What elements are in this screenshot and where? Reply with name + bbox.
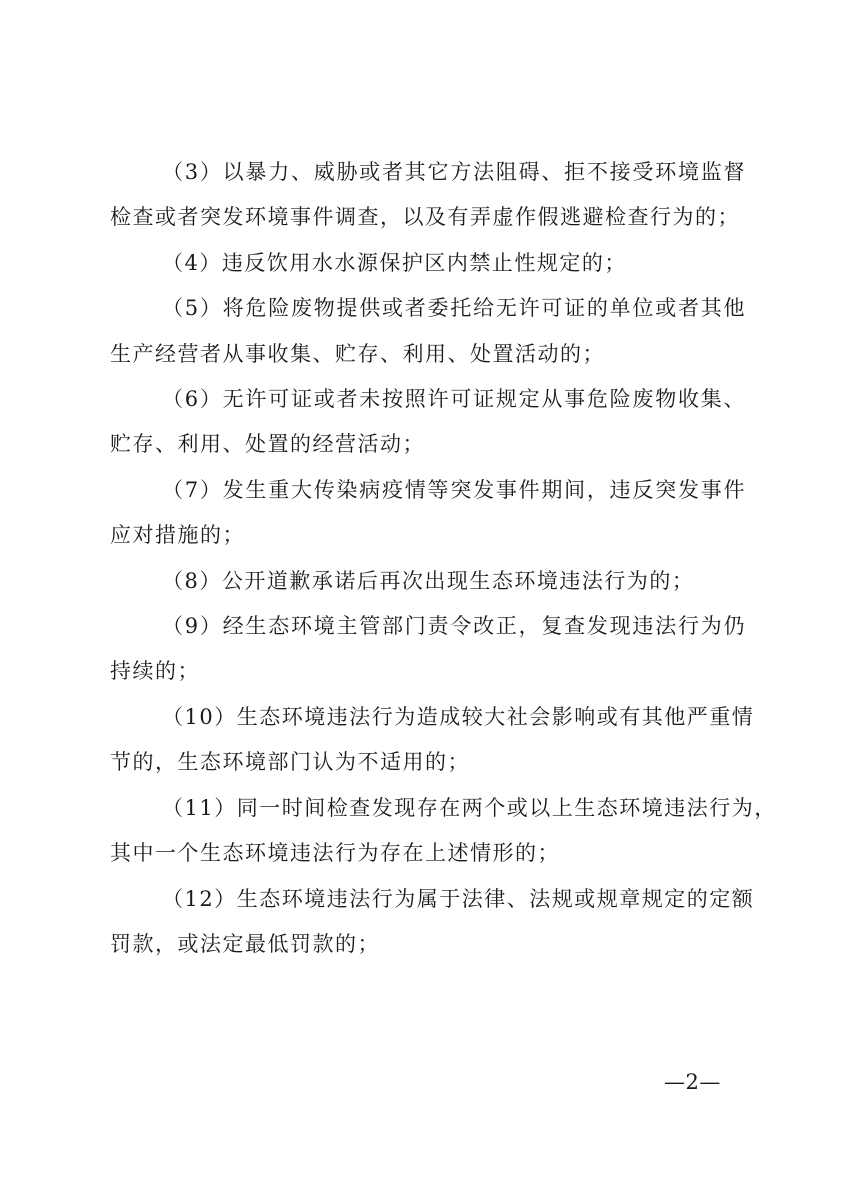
- paragraph-line: 其中一个生态环境违法行为存在上述情形的；: [110, 841, 560, 866]
- paragraph-line: （5）将危险废物提供或者委托给无许可证的单位或者其他: [162, 296, 746, 321]
- paragraph-item-5: [110, 286, 746, 377]
- paragraph-item-3: [110, 150, 746, 241]
- page-number: —2—: [664, 1070, 721, 1094]
- paragraph-line: （8）公开道歉承诺后再次出现生态环境违法行为的；: [162, 568, 695, 593]
- paragraph-item-10: [110, 695, 755, 786]
- paragraph-item-9: [110, 604, 746, 695]
- paragraph-line: （6）无许可证或者未按照许可证规定从事危险废物收集、: [162, 387, 746, 412]
- paragraph-line: 持续的；: [110, 659, 200, 684]
- paragraph-line: （7）发生重大传染病疫情等突发事件期间，违反突发事件: [162, 477, 746, 502]
- paragraph-line: 应对措施的；: [110, 523, 245, 548]
- paragraph-line: 生产经营者从事收集、贮存、利用、处置活动的；: [110, 341, 605, 366]
- paragraph-line: 罚款，或法定最低罚款的；: [110, 931, 380, 956]
- paragraph-item-8: [110, 559, 746, 604]
- paragraph-line: （4）违反饮用水水源保护区内禁止性规定的；: [162, 250, 627, 275]
- paragraph-line: （12）生态环境违法行为属于法律、法规或规章规定的定额: [162, 886, 755, 911]
- paragraph-line: 贮存、利用、处置的经营活动；: [110, 432, 425, 457]
- document-body: [110, 150, 777, 967]
- paragraph-line: （9）经生态环境主管部门责令改正，复查发现违法行为仍: [162, 614, 746, 639]
- paragraph-line: （11）同一时间检查发现存在两个或以上生态环境违法行为，: [162, 795, 777, 820]
- paragraph-item-11: [110, 786, 777, 877]
- paragraph-item-4: [110, 241, 746, 286]
- paragraph-item-12: [110, 877, 755, 968]
- paragraph-line: （3）以暴力、威胁或者其它方法阻碍、拒不接受环境监督: [162, 160, 746, 184]
- paragraph-item-6: [110, 377, 746, 468]
- paragraph-line: 节的，生态环境部门认为不适用的；: [110, 750, 470, 775]
- paragraph-item-7: [110, 468, 746, 559]
- paragraph-line: （10）生态环境违法行为造成较大社会影响或有其他严重情: [162, 704, 755, 729]
- paragraph-line: 检查或者突发环境事件调查，以及有弄虚作假逃避检查行为的；: [110, 205, 740, 230]
